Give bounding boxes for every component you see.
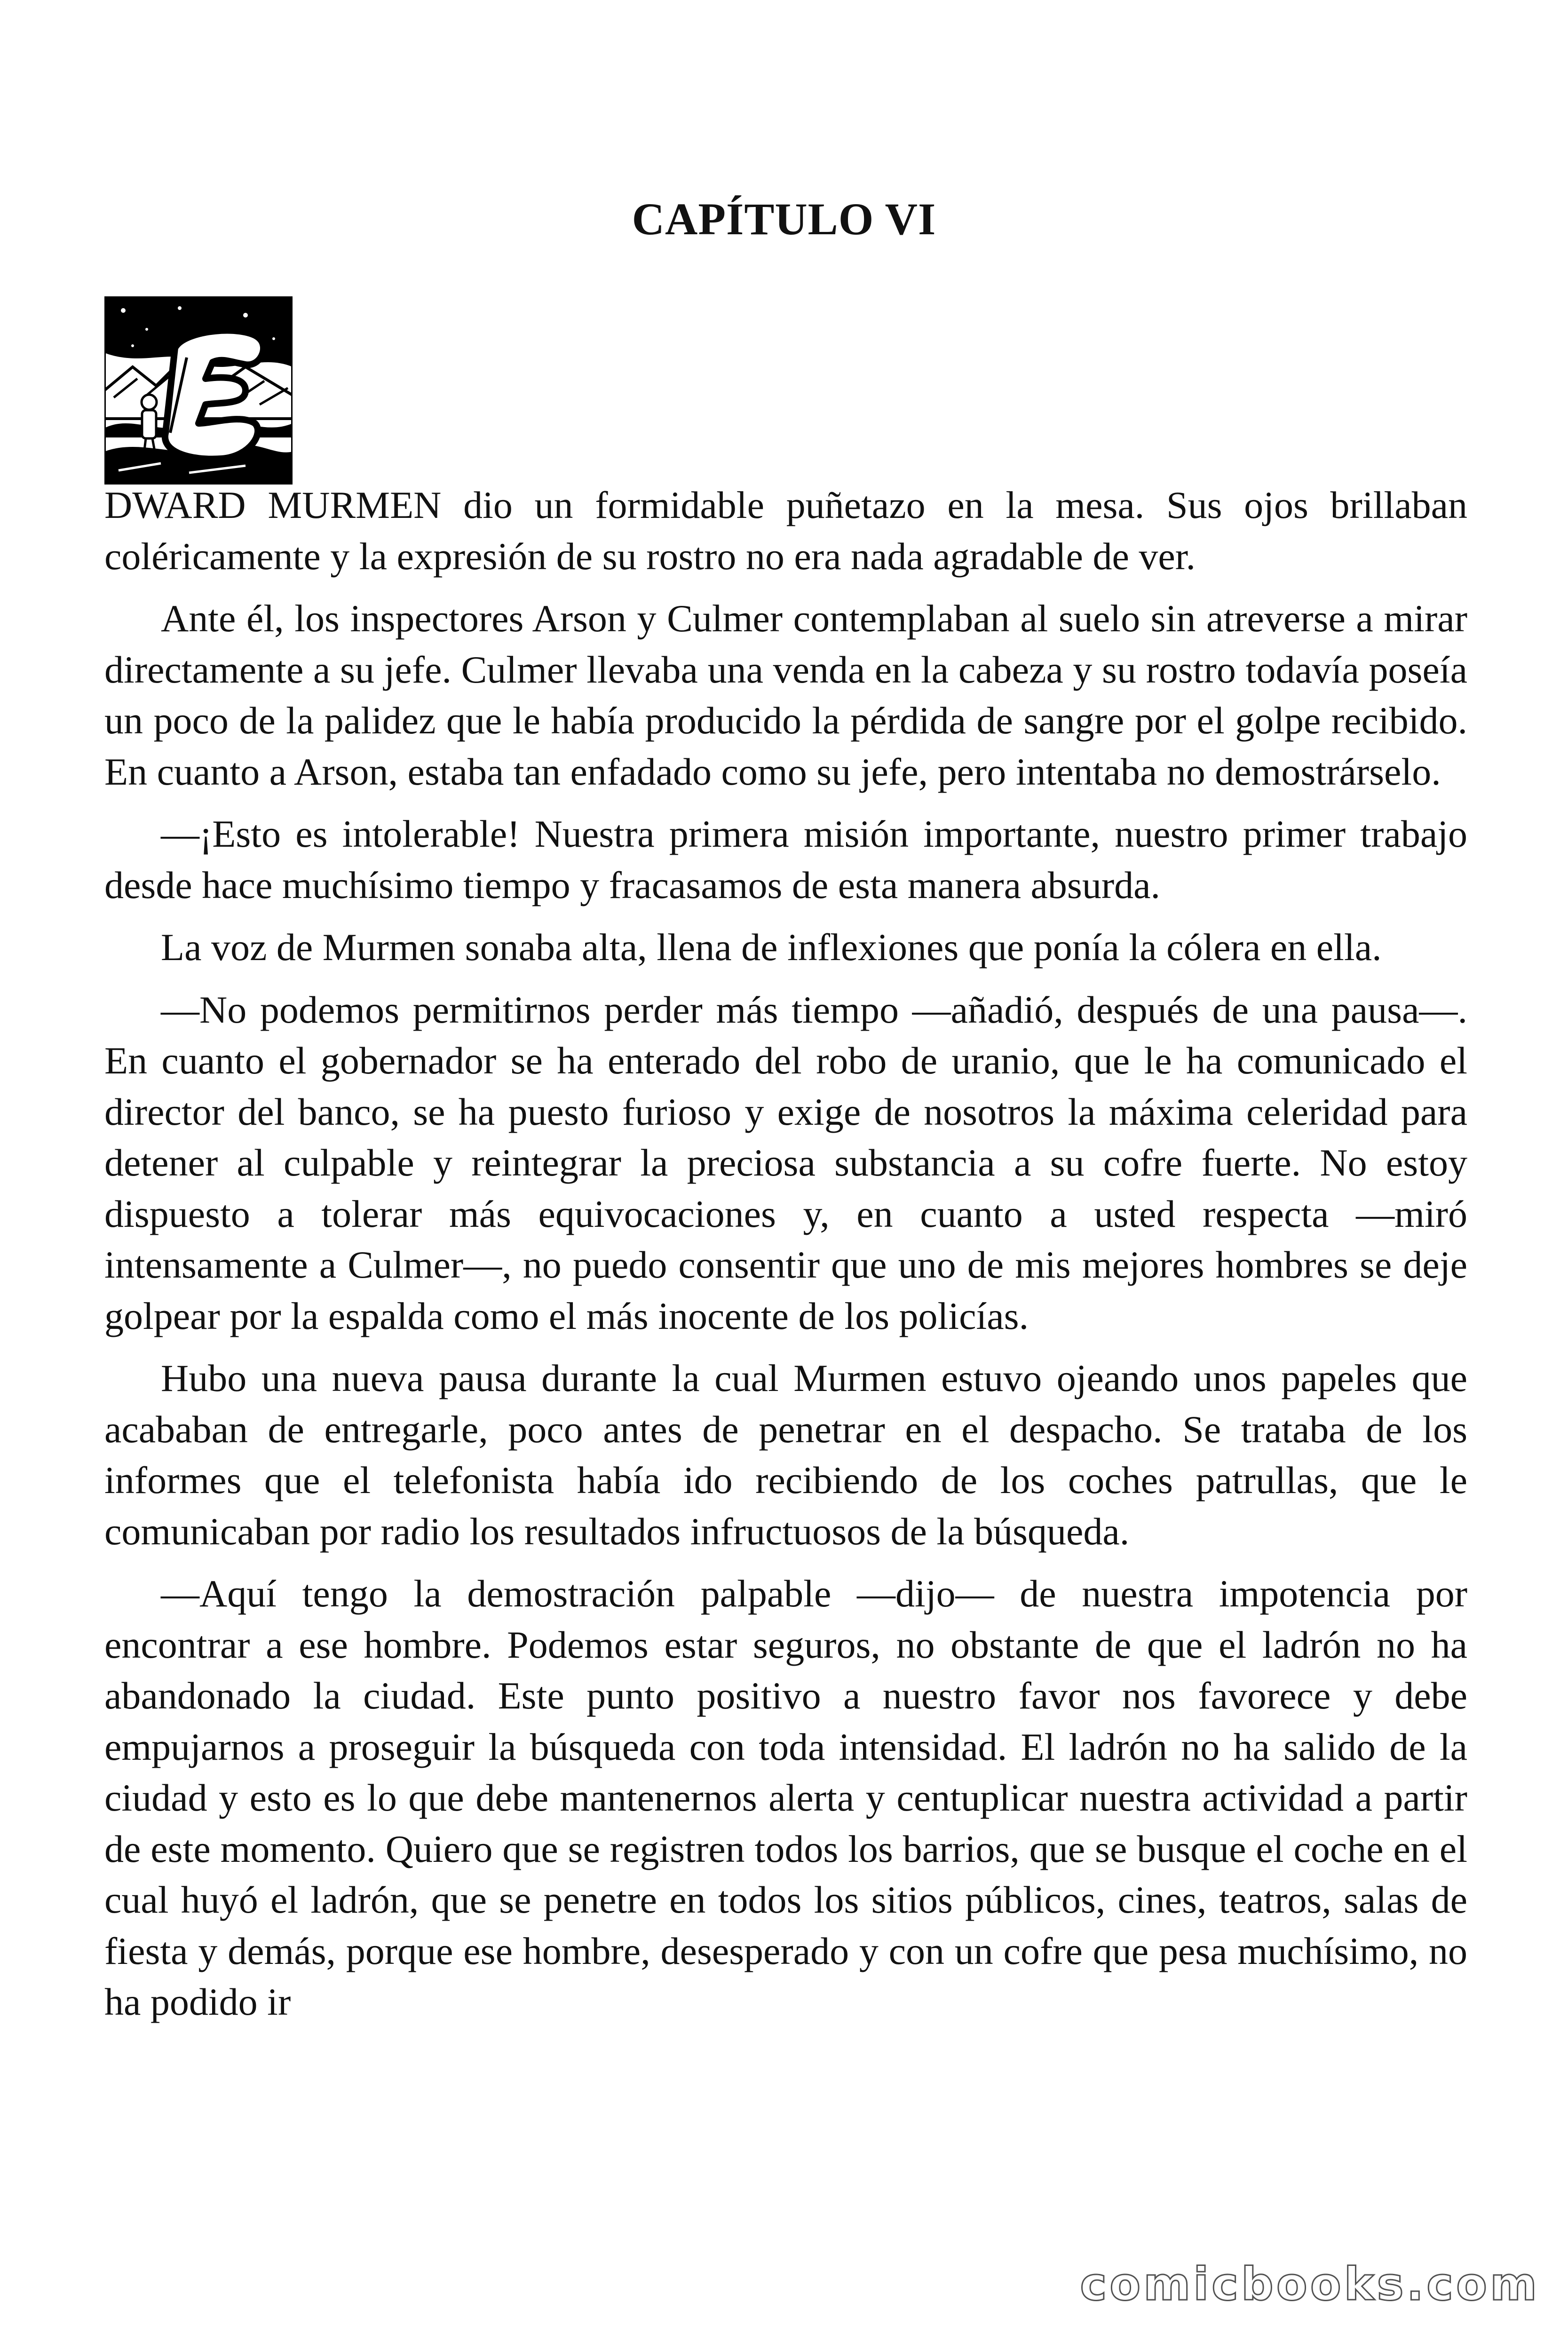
paragraph-4: La voz de Murmen sonaba alta, llena de inflexiones que ponía la cólera en ella. [161,926,1382,969]
chapter-body [104,480,1467,2039]
chapter-title: CAPÍTULO VI [632,194,936,244]
paragraph-5: —No podemos permitirnos perder más tiempo —añadió, después de una pausa—. En cuanto el gobernador se ha enterado del robo de uranio, que le ha comunicado el director del banco, se ha puesto furioso y exige de nosotros la máxima celeridad para detener al culpable y reintegrar la preciosa substancia a su cofre fuerte. No estoy dispuesto a tolerar más equivocaciones y, en cuanto a usted respecta —miró intensamente a Culmer—, no puedo consentir que uno de mis mejores hombres se deje golpear por la espalda como el más inocente de los policías. [104,988,1467,1337]
paragraph-1: DWARD MURMEN dio un formidable puñetazo en la mesa. Sus ojos brillaban coléricamente y la expresión de su rostro no era nada agradable de ver. [104,484,1467,578]
paragraph-3: —¡Esto es intolerable! Nuestra primera misión importante, nuestro primer trabajo desde hace muchísimo tiempo y fracasamos de esta manera absurda. [104,812,1467,906]
source-watermark: comicbooks.com [1080,2258,1540,2311]
paragraph-2: Ante él, los inspectores Arson y Culmer contemplaban al suelo sin atreverse a mirar directamente a su jefe. Culmer llevaba una venda en la cabeza y su rostro todavía poseía un poco de la palidez que le había producido la pérdida de sangre por el golpe recibido. En cuanto a Arson, estaba tan enfadado como su jefe, pero intentaba no demostrárselo. [104,597,1467,793]
paragraph-7: —Aquí tengo la demostración palpable —dijo— de nuestra impotencia por encontrar a ese hombre. Podemos estar seguros, no obstante de que el ladrón no ha abandonado la ciudad. Este punto positivo a nuestro favor nos favorece y debe empujarnos a proseguir la búsqueda con toda intensidad. El ladrón no ha salido de la ciudad y esto es lo que debe mantenernos alerta y centuplicar nuestra actividad a partir de este momento. Quiero que se registren todos los barrios, que se busque el coche en el cual huyó el ladrón, que se penetre en todos los sitios públicos, cines, teatros, salas de fiesta y demás, porque ese hombre, desesperado y con un cofre que pesa muchísimo, no ha podido ir [104,1572,1467,2023]
paragraph-6: Hubo una nueva pausa durante la cual Murmen estuvo ojeando unos papeles que acababan de entregarle, poco antes de penetrar en el despacho. Se trataba de los informes que el telefonista había ido recibiendo de los coches patrullas, que le comunicaban por radio los resultados infructuosos de la búsqueda. [104,1357,1467,1553]
illustrated-drop-cap [104,296,293,485]
